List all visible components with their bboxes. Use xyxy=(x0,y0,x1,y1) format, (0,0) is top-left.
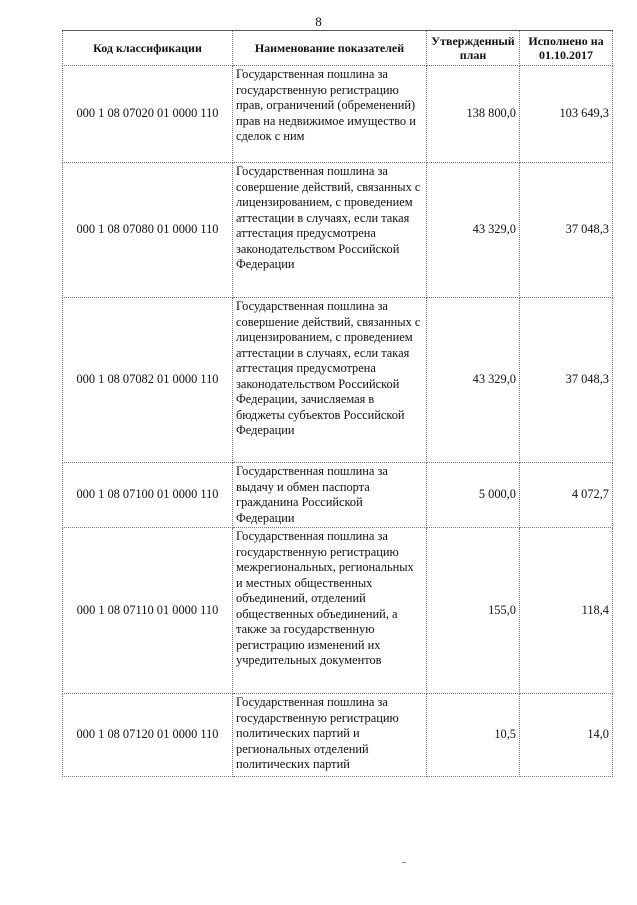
row-done: 14,0 xyxy=(520,694,613,777)
header-plan: Утвержденный план xyxy=(427,31,520,66)
table-row xyxy=(63,66,613,163)
row-name: Государственная пошлина за совершение действий, связанных с лицензированием, с проведением аттестации в случаях, если такая аттестация предусмотрена законодательством Российской Федерации xyxy=(233,163,427,298)
row-plan: 155,0 xyxy=(427,528,520,694)
row-code: 000 1 08 07100 01 0000 110 xyxy=(63,463,233,528)
table-row xyxy=(63,298,613,463)
row-done: 118,4 xyxy=(520,528,613,694)
header-code: Код классификации xyxy=(63,31,233,66)
row-plan: 10,5 xyxy=(427,694,520,777)
row-plan: 43 329,0 xyxy=(427,298,520,463)
row-plan: 5 000,0 xyxy=(427,463,520,528)
row-name: Государственная пошлина за выдачу и обмен паспорта гражданина Российской Федерации xyxy=(233,463,427,528)
row-code: 000 1 08 07020 01 0000 110 xyxy=(63,66,233,163)
row-done: 103 649,3 xyxy=(520,66,613,163)
row-code: 000 1 08 07120 01 0000 110 xyxy=(63,694,233,777)
row-done: 37 048,3 xyxy=(520,163,613,298)
row-code: 000 1 08 07110 01 0000 110 xyxy=(63,528,233,694)
header-name: Наименование показателей xyxy=(233,31,427,66)
scan-speck xyxy=(402,862,406,863)
row-name: Государственная пошлина за государственную регистрацию политических партий и региональных отделений политических партий xyxy=(233,694,427,777)
table-row xyxy=(63,163,613,298)
table-row xyxy=(63,694,613,777)
page-number: 8 xyxy=(315,14,322,29)
budget-table xyxy=(62,30,613,777)
row-plan: 138 800,0 xyxy=(427,66,520,163)
row-plan: 43 329,0 xyxy=(427,163,520,298)
table-header-row xyxy=(63,31,613,66)
row-done: 4 072,7 xyxy=(520,463,613,528)
row-code: 000 1 08 07082 01 0000 110 xyxy=(63,298,233,463)
row-name: Государственная пошлина за государственную регистрацию прав, ограничений (обременений) прав на недвижимое имущество и сделок с ним xyxy=(233,66,427,163)
table-row xyxy=(63,528,613,694)
row-name: Государственная пошлина за государственную регистрацию межрегиональных, региональных и местных общественных объединений, отделений общественных объединений, а также за государственную регистрацию изменений их учредительных документов xyxy=(233,528,427,694)
header-done: Исполнено на 01.10.2017 xyxy=(520,31,613,66)
table-row xyxy=(63,463,613,528)
row-name: Государственная пошлина за совершение действий, связанных с лицензированием, с проведением аттестации в случаях, если такая аттестация предусмотрена законодательством Российской Федерации, зачисляемая в бюджеты субъектов Российской Федерации xyxy=(233,298,427,463)
row-code: 000 1 08 07080 01 0000 110 xyxy=(63,163,233,298)
row-done: 37 048,3 xyxy=(520,298,613,463)
